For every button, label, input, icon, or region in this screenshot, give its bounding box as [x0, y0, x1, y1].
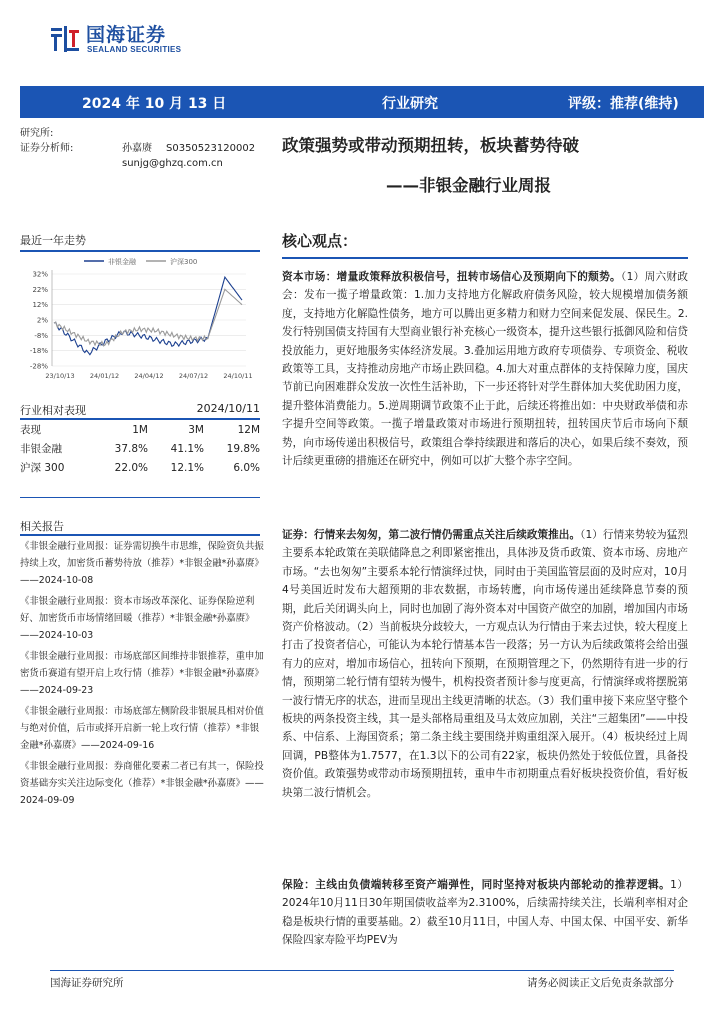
row-value-12m: 6.0% [233, 461, 260, 474]
report-subtitle: ——非银金融行业周报 [386, 176, 551, 195]
analyst-name: 孙嘉赓 [122, 143, 152, 154]
capital-market-lead: 资本市场：增量政策释放积极信号，扭转市场信心及预期向下的颓势。 [282, 271, 621, 283]
related-report-link[interactable]: 《非银金融行业周报：证券需切换牛市思维，保险资负共振持续上攻，加密货币蓄势待放（推荐）*非银金融*孙嘉赓》——2024-10-08 [20, 541, 264, 586]
related-report-link[interactable]: 《非银金融行业周报：券商催化要素二者已有其一，保险投资基础夯实关注边际变化（推荐）*非银金融*孙嘉赓》——2024-09-09 [20, 761, 264, 806]
insurance-body: 1）2024年10月11日30年期国债收益率为2.3100%，后续需持续关注，长端利率相对企稳是板块行情的重要基础。2）截至10月11日，中国人寿、中国太保、中国平安、新华保险四家寿险平均PEV为 [282, 879, 689, 947]
table-header-cell: 12M [237, 423, 260, 436]
x-tick-label: 24/04/12 [134, 372, 164, 380]
securities-body: （1）行情来势较为猛烈主要系本轮政策在美联储降息之利即紧密推出，具体涉及货币政策、资本市场、房地产市场。“去也匆匆”主要系本轮行情演绎过快，同时由于美国监管层面的及时应对，10月4号美国近时发布大超预期的非农数据，市场转鹰，向市场传递出延续降息节奏的预期，此后关闭调头向上，同时也加剧了海外资本对中国资产做空的加剧，增加国内市场资产价格波动。（2）当前板块分歧较大，一方观点认为行情由于来去过快，较大程度上打击了投资者信心，可能认为本轮行情基本告一段落；另一方认为后续政策将会给出强有力的应对，增加市场信心，扭转向下预期，在预期管理之下，仍然期待有进一步的行情，预期第二轮行情有望转为慢牛，机构投资者预计参与度更高，行情演绎或将摆脱第一波行情无序的状态，进而呈现出主线更清晰的状态。（3）我们重申接下来应坚守整个板块的两条投资主线，其一是头部格局重组及马太效应加剧，关注“三超集团”——中投系、中信系、上海国资系；第二条主线主要围绕并购重组深入展开。（4）板块经过上周回调，PB整体为1.7577，在1.3以下的公司有22家，板块仍然处于较低位置，具备投资价值。政策强势或带动市场预期扭转，重申牛市初期重点看好板块投资价值，看好板块第二波行情机会。 [282, 529, 688, 799]
table-bottom-rule [20, 497, 260, 498]
y-tick-label: 12% [32, 301, 48, 310]
y-tick-label: 32% [32, 270, 48, 279]
table-header-row [20, 420, 260, 439]
performance-heading: 行业相对表现 [20, 404, 86, 417]
chart-legend [84, 257, 197, 266]
related-reports-list [20, 538, 264, 813]
research-label: 研究所: [20, 128, 54, 139]
y-tick-label: 2% [36, 316, 48, 325]
chart-x-axis [45, 372, 252, 380]
performance-date: 2024/10/11 [196, 402, 260, 415]
x-tick-label: 24/07/12 [178, 372, 209, 380]
footer-disclaimer[interactable]: 请务必阅读正文后免责条款部分 [527, 977, 674, 989]
x-tick-label: 23/10/13 [45, 372, 75, 380]
insurance-lead: 保险：主线由负债端转移至资产端弹性，同时坚持对板块内部轮动的推荐逻辑。 [282, 879, 671, 891]
analyst-license: S0350523120002 [166, 143, 256, 154]
securities-lead: 证券：行情来去匆匆，第二波行情仍需重点关注后续政策推出。 [282, 529, 581, 541]
row-name: 非银金融 [20, 443, 62, 455]
row-value-3m: 12.1% [170, 461, 204, 474]
related-heading: 相关报告 [20, 520, 64, 533]
row-value-3m: 41.1% [170, 442, 204, 455]
footer-rule [50, 970, 674, 971]
y-tick-label: -8% [34, 331, 48, 340]
table-row [20, 458, 260, 477]
row-value-12m: 19.8% [226, 442, 260, 455]
x-tick-label: 24/01/12 [89, 372, 120, 380]
report-title: 政策强势或带动预期扭转，板块蓄势待破 [282, 136, 579, 155]
row-value-1m: 22.0% [114, 461, 148, 474]
footer-institute: 国海证券研究所 [50, 977, 124, 989]
securities-paragraph [282, 526, 688, 802]
rating-label: 评级：推荐(维持) [568, 96, 679, 112]
capital-market-paragraph [282, 268, 688, 470]
related-report-link[interactable]: 《非银金融行业周报：市场底部区间维持非银推荐，重申加密货币赛道有望开启上攻行情（推荐）*非银金融*孙嘉赓》——2024-09-23 [20, 651, 264, 696]
insurance-paragraph [282, 876, 688, 950]
chart-grid [52, 270, 246, 366]
row-name: 沪深 300 [20, 462, 65, 474]
table-header-cell: 表现 [20, 424, 41, 436]
related-report-link[interactable]: 《非银金融行业周报：市场底部左侧阶段非银展具相对价值与绝对价值，后市或择开启新一轮上攻行情（推荐）*非银金融*孙嘉赓》——2024-09-16 [20, 706, 264, 751]
trend-heading: 最近一年走势 [20, 234, 86, 247]
report-date: 2024 年 10 月 13 日 [82, 96, 227, 112]
related-rule [20, 534, 260, 536]
analyst-info [20, 126, 256, 171]
legend-label: 沪深300 [170, 258, 198, 266]
company-logo [50, 24, 181, 54]
analyst-email: sunjg@ghzq.com.cn [122, 158, 223, 169]
y-tick-label: -28% [29, 362, 48, 371]
logo-text-en: SEALAND SECURITIES [87, 44, 182, 54]
core-rule [282, 257, 688, 259]
table-header-cell: 1M [132, 423, 148, 436]
capital-market-body: （1）周六财政会：发布一揽子增量政策：1.加力支持地方化解政府债务风险，较大规模增加债务额度，支持地方化解隐性债务，地方可以腾出更多精力和财力空间来促发展、保民生。2.发行特别国债支持国有大型商业银行补充核心一级资本，提升这些银行抵御风险和信贷投放能力，更好地服务实体经济发展。3.叠加运用地方政府专项债券、专项资金、税收政策等工具，支持推动房地产市场止跌回稳。4.加大对重点群体的支持保障力度，国庆节前已向困难群众发放一次性生活补助，下一步还将针对学生群体加大奖优助困力度，提升整体消费能力。5.逆周期调节政策不止于此，后续还将推出如：中央财政举债和赤字提升空间等政策。一揽子增量政策对市场进行预期扭转，扭转国庆节后市场向下颓势，向市场传递出积极信号，政策组合拳持续跟进和落后的决心，如果后续不奏效，预计后续更重磅的措施还在研究中，例如可以扩大整个赤字空间。 [282, 271, 688, 468]
core-heading: 核心观点： [282, 232, 358, 250]
analyst-label: 证券分析师: [20, 143, 74, 154]
chart-y-axis [30, 271, 48, 371]
x-tick-label: 24/10/11 [223, 372, 253, 380]
legend-label: 非银金融 [108, 258, 136, 266]
y-tick-label: 22% [32, 285, 48, 294]
report-category: 行业研究 [382, 96, 438, 112]
series-line-nonbank [54, 277, 242, 355]
performance-table [20, 420, 260, 477]
trend-chart [20, 252, 260, 392]
chart-series [54, 277, 242, 355]
related-report-link[interactable]: 《非银金融行业周报：资本市场改革深化、证券保险逆利好、加密货币市场情绪回暖（推荐）*非银金融*孙嘉赓》——2024-10-03 [20, 596, 255, 641]
row-value-1m: 37.8% [114, 442, 148, 455]
y-tick-label: -18% [29, 347, 48, 356]
header-banner [20, 86, 704, 118]
table-row [20, 439, 260, 458]
logo-mark-icon [50, 24, 80, 54]
logo-text-cn: 国海证券 [86, 23, 167, 46]
table-header-cell: 3M [188, 423, 204, 436]
